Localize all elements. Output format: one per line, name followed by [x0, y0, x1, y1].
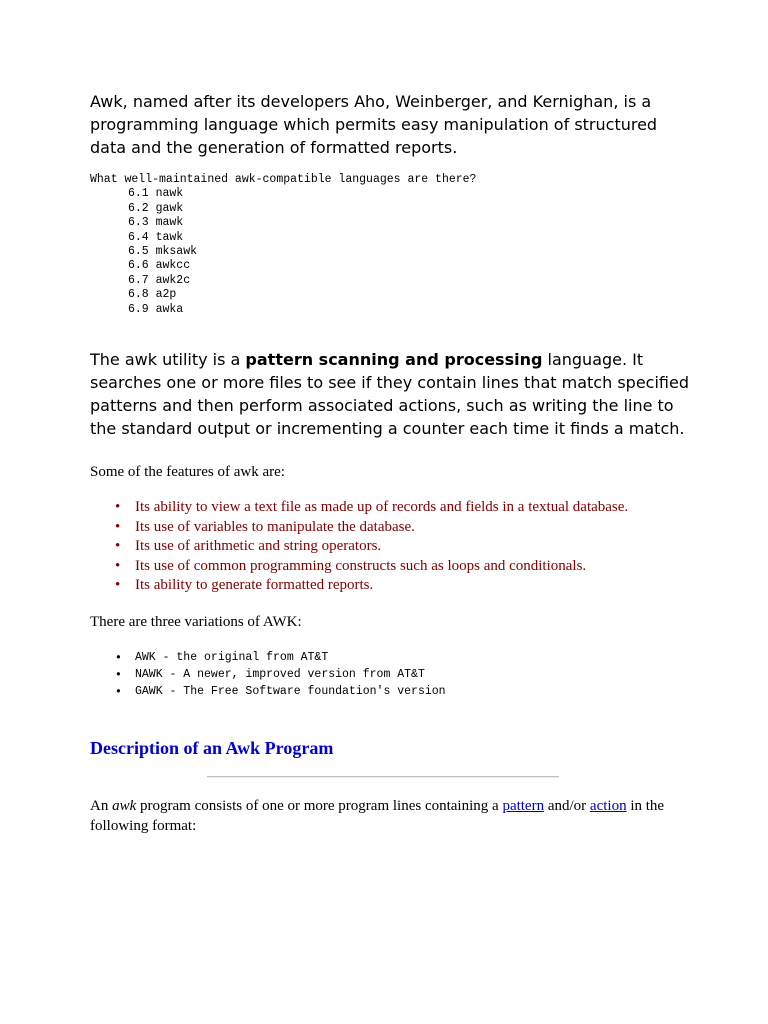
- faq-item: 6.2 gawk: [128, 201, 184, 215]
- faq-question: What well-maintained awk-compatible languages are there?: [90, 173, 477, 186]
- bullet-icon: •: [115, 518, 121, 535]
- bullet-icon: •: [115, 557, 121, 574]
- list-item: [115, 649, 690, 666]
- horizontal-divider: [207, 776, 559, 778]
- list-item: [115, 683, 690, 700]
- feature-text: Its ability to view a text file as made up of records and fields in a textual database.: [135, 499, 629, 516]
- faq-item: 6.6 awkcc: [128, 259, 191, 273]
- bullet-icon: •: [115, 577, 121, 594]
- feature-text: Its ability to generate formatted reports.: [135, 577, 374, 594]
- desc-text: program consists of one or more program lines containing a: [136, 797, 503, 814]
- bullet-icon: •: [115, 666, 122, 681]
- list-item: [115, 576, 635, 596]
- variations-list: [90, 649, 690, 700]
- faq-block: [90, 173, 690, 317]
- variations-intro: There are three variations of AWK:: [90, 613, 302, 630]
- list-item: [115, 557, 635, 577]
- faq-item: 6.3 mawk: [128, 216, 184, 230]
- desc-italic-awk: awk: [112, 797, 137, 814]
- faq-item: 6.7 awk2c: [128, 273, 191, 287]
- bullet-icon: •: [115, 683, 122, 698]
- desc-text: in the following format:: [90, 797, 665, 834]
- list-item: [115, 498, 635, 518]
- faq-item: 6.5 mksawk: [128, 245, 198, 259]
- variation-text: AWK - the original from AT&T: [135, 650, 329, 664]
- section-title: Description of an Awk Program: [90, 737, 334, 758]
- feature-text: Its use of arithmetic and string operators.: [135, 538, 382, 555]
- desc-text: An: [90, 797, 113, 814]
- action-link[interactable]: action: [589, 797, 627, 814]
- desc-text: and/or: [544, 797, 590, 814]
- intro-paragraph: Awk, named after its developers Aho, Weinberger, and Kernighan, is a programming language which permits easy manipulation of structured data and the generation of formatted reports.: [90, 92, 658, 157]
- utility-text-before: The awk utility is a: [90, 350, 246, 370]
- utility-paragraph: [90, 348, 690, 440]
- program-description: [90, 796, 670, 836]
- feature-text: Its use of variables to manipulate the database.: [135, 518, 415, 535]
- list-item: [115, 518, 635, 538]
- bullet-icon: •: [115, 538, 121, 555]
- utility-text-after: language. It searches one or more files to see if they contain lines that match specified patterns and then perform associated actions, such as writing the line to the standard output or incrementing a counter each time it finds a match.: [90, 350, 689, 439]
- faq-item: 6.9 awka: [128, 302, 184, 316]
- faq-item: 6.8 a2p: [128, 288, 177, 302]
- bullet-icon: •: [115, 499, 121, 516]
- list-item: [115, 537, 635, 557]
- features-list: [90, 498, 690, 596]
- faq-item: 6.4 tawk: [128, 230, 184, 244]
- features-intro: Some of the features of awk are:: [90, 464, 285, 481]
- variation-text: NAWK - A newer, improved version from AT&T: [135, 667, 425, 681]
- feature-text: Its use of common programming constructs such as loops and conditionals.: [135, 557, 587, 574]
- variation-text: GAWK - The Free Software foundation's version: [135, 684, 446, 698]
- list-item: [115, 666, 690, 683]
- faq-item: 6.1 nawk: [128, 187, 184, 201]
- utility-bold-phrase: pattern scanning and processing: [245, 350, 543, 370]
- document-page: [90, 90, 690, 836]
- bullet-icon: •: [115, 649, 122, 664]
- pattern-link[interactable]: pattern: [502, 797, 545, 814]
